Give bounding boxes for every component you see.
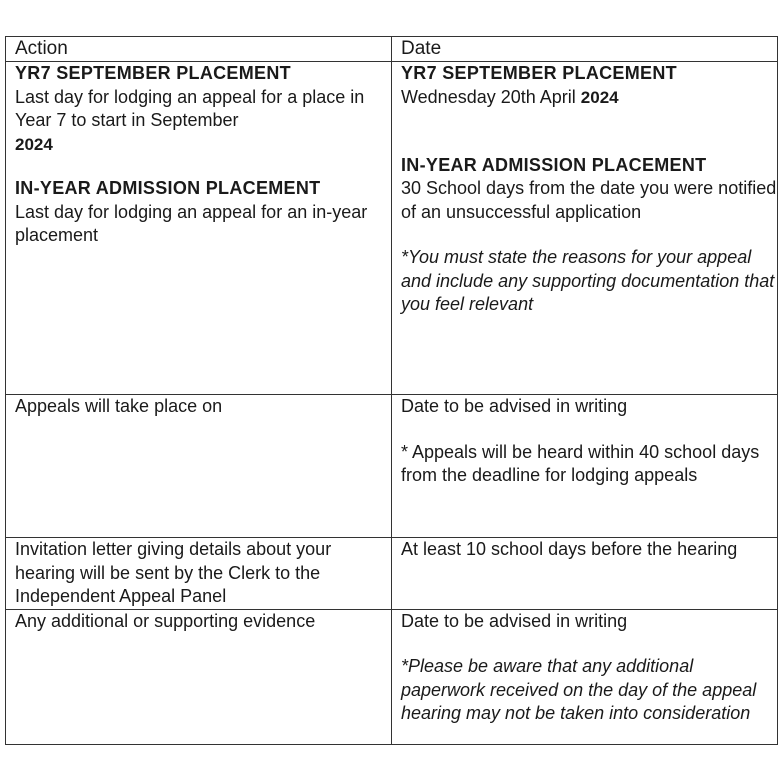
reasons-note: *You must state the reasons for your appeal and include any supporting documentation that you feel relevant [401,247,775,314]
paperwork-note: *Please be aware that any additional paperwork received on the day of the appeal hearing may not be taken into consideration [401,656,757,723]
header-action: Action [6,37,392,62]
sep-heading: YR7 SEPTEMBER PLACEMENT [15,63,291,83]
hearing-note: * Appeals will be heard within 40 school days from the deadline for lodging appeals [401,441,760,485]
table-row [6,609,778,744]
table-row [6,538,778,610]
appeal-date: Date to be advised in writing [401,396,628,416]
date-cell: At least 10 school days before the hearing [392,538,778,610]
sep-heading: YR7 SEPTEMBER PLACEMENT [401,63,677,83]
inyear-heading: IN-YEAR ADMISSION PLACEMENT [15,178,321,198]
header-date: Date [392,37,778,62]
date-cell [392,62,778,395]
date-cell [392,395,778,538]
inyear-date-text: 30 School days from the date you were notified of an unsuccessful application [401,178,777,222]
action-cell: Invitation letter giving details about your hearing will be sent by the Clerk to the Independent Appeal Panel [6,538,392,610]
sep-date: Wednesday 20th April [401,86,576,107]
action-cell: Any additional or supporting evidence [6,609,392,744]
inyear-deadline-text: Last day for lodging an appeal for an in-year placement [15,201,368,245]
sep-date-year: 2024 [580,87,619,107]
action-cell [6,62,392,395]
date-cell [392,609,778,744]
sep-deadline-text: Last day for lodging an appeal for a place in Year 7 to start in September [15,86,365,130]
evidence-date: Date to be advised in writing [401,610,628,631]
sep-year: 2024 [15,134,53,154]
inyear-heading: IN-YEAR ADMISSION PLACEMENT [401,154,707,175]
table-row [6,395,778,538]
action-cell: Appeals will take place on [6,395,392,538]
table-row [6,62,778,395]
table-header-row [6,37,778,62]
appeals-timetable [5,36,778,745]
